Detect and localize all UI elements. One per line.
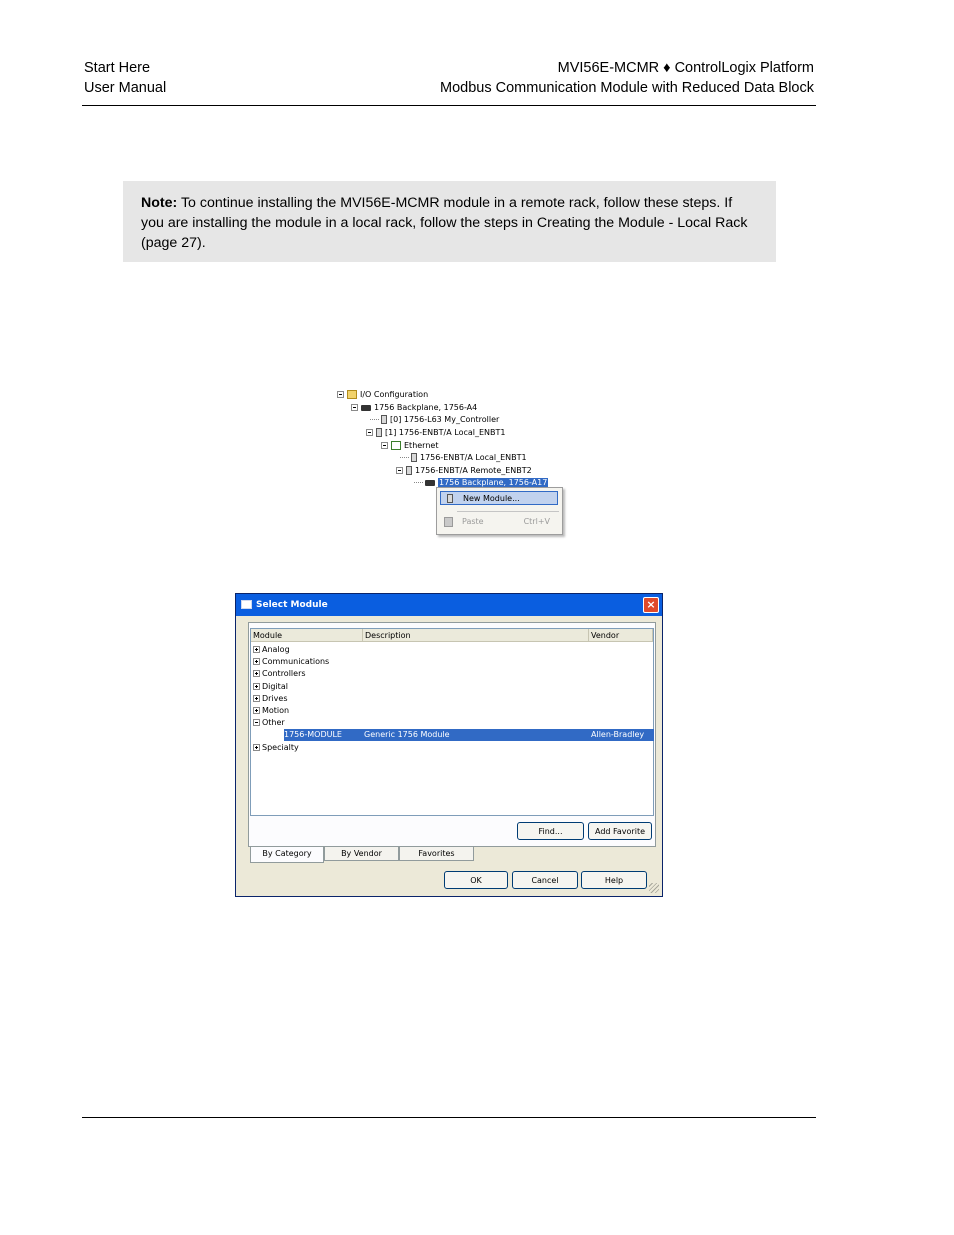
close-button[interactable]: × — [643, 597, 659, 613]
expand-icon[interactable] — [253, 670, 260, 677]
expand-icon[interactable] — [253, 658, 260, 665]
tab-by-category[interactable]: By Category — [250, 847, 324, 863]
header-doc-type: User Manual — [84, 80, 167, 96]
collapse-icon[interactable] — [351, 404, 358, 411]
list-item-motion[interactable]: Motion — [253, 705, 289, 717]
tree-node-io-configuration[interactable]: I/O Configuration — [337, 389, 428, 401]
module-icon — [411, 453, 417, 462]
expand-icon[interactable] — [253, 695, 260, 702]
find-button[interactable]: Find... — [517, 822, 584, 840]
header-product-desc: Modbus Communication Module with Reduced Data Block — [440, 80, 814, 96]
header-left — [84, 58, 166, 98]
dialog-titlebar[interactable] — [236, 594, 662, 616]
note-box — [123, 181, 776, 262]
tree-node-remote-enbt[interactable]: 1756-ENBT/A Remote_ENBT2 — [396, 465, 532, 477]
tree-node-remote-backplane[interactable]: 1756 Backplane, 1756-A17 — [414, 477, 548, 489]
context-menu — [436, 487, 563, 535]
select-module-dialog — [235, 593, 663, 897]
tab-favorites[interactable]: Favorites — [399, 846, 474, 861]
ok-button[interactable]: OK — [444, 871, 508, 889]
cancel-button[interactable]: Cancel — [512, 871, 578, 889]
list-item-communications[interactable]: Communications — [253, 656, 329, 668]
list-item-controllers[interactable]: Controllers — [253, 668, 306, 680]
column-header-description[interactable]: Description — [363, 629, 589, 642]
module-list[interactable] — [250, 628, 654, 816]
add-favorite-button[interactable]: Add Favorite — [588, 822, 652, 840]
header-product: MVI56E-MCMR ♦ ControlLogix Platform — [557, 60, 814, 76]
header-right — [440, 58, 814, 98]
tree-node-ethernet[interactable]: Ethernet — [381, 440, 438, 452]
header-rule — [82, 105, 816, 106]
module-icon — [376, 428, 382, 437]
column-header-module[interactable]: Module — [251, 629, 363, 642]
module-icon — [406, 466, 412, 475]
list-item-analog[interactable]: Analog — [253, 644, 290, 656]
menu-item-new-module[interactable]: New Module... — [440, 491, 558, 505]
list-item-specialty[interactable]: Specialty — [253, 742, 299, 754]
collapse-icon[interactable] — [337, 391, 344, 398]
backplane-icon — [361, 405, 371, 411]
note-text: To continue installing the MVI56E-MCMR module in a remote rack, follow these steps. If you are installing the module in a local rack, follow the steps in Creating the Module - Local Rack (page 27). — [141, 195, 748, 251]
footer-rule — [82, 1117, 816, 1118]
menu-item-paste[interactable]: Paste Ctrl+V — [440, 515, 558, 529]
network-icon — [391, 441, 401, 450]
expand-icon[interactable] — [253, 683, 260, 690]
list-item-other[interactable]: Other — [253, 717, 285, 729]
list-item-selected-module[interactable]: 1756-MODULE Generic 1756 Module Allen-Bradley — [284, 729, 654, 741]
collapse-icon[interactable] — [396, 467, 403, 474]
menu-separator — [457, 511, 559, 512]
collapse-icon[interactable] — [366, 429, 373, 436]
tree-node-backplane[interactable]: 1756 Backplane, 1756-A4 — [351, 402, 477, 414]
tab-by-vendor[interactable]: By Vendor — [324, 846, 399, 861]
expand-icon[interactable] — [253, 646, 260, 653]
controller-icon — [381, 415, 387, 424]
help-button[interactable]: Help — [581, 871, 647, 889]
tree-node-local-enbt-2[interactable]: 1756-ENBT/A Local_ENBT1 — [400, 452, 527, 464]
tree-node-controller[interactable]: [0] 1756-L63 My_Controller — [370, 414, 499, 426]
note-label: Note: — [141, 195, 178, 211]
tree-node-local-enbt[interactable]: [1] 1756-ENBT/A Local_ENBT1 — [366, 427, 505, 439]
expand-icon[interactable] — [253, 707, 260, 714]
collapse-icon[interactable] — [381, 442, 388, 449]
list-item-digital[interactable]: Digital — [253, 681, 288, 693]
resize-grip-icon[interactable] — [649, 883, 659, 893]
new-module-icon — [447, 494, 453, 503]
dialog-title: Select Module — [256, 600, 328, 610]
expand-icon[interactable] — [253, 744, 260, 751]
collapse-icon[interactable] — [253, 719, 260, 726]
header-section: Start Here — [84, 60, 151, 76]
backplane-icon — [425, 480, 435, 486]
window-icon — [241, 600, 252, 609]
folder-icon — [347, 390, 357, 399]
paste-icon — [444, 517, 453, 527]
column-header-vendor[interactable]: Vendor — [589, 629, 653, 642]
list-item-drives[interactable]: Drives — [253, 693, 288, 705]
